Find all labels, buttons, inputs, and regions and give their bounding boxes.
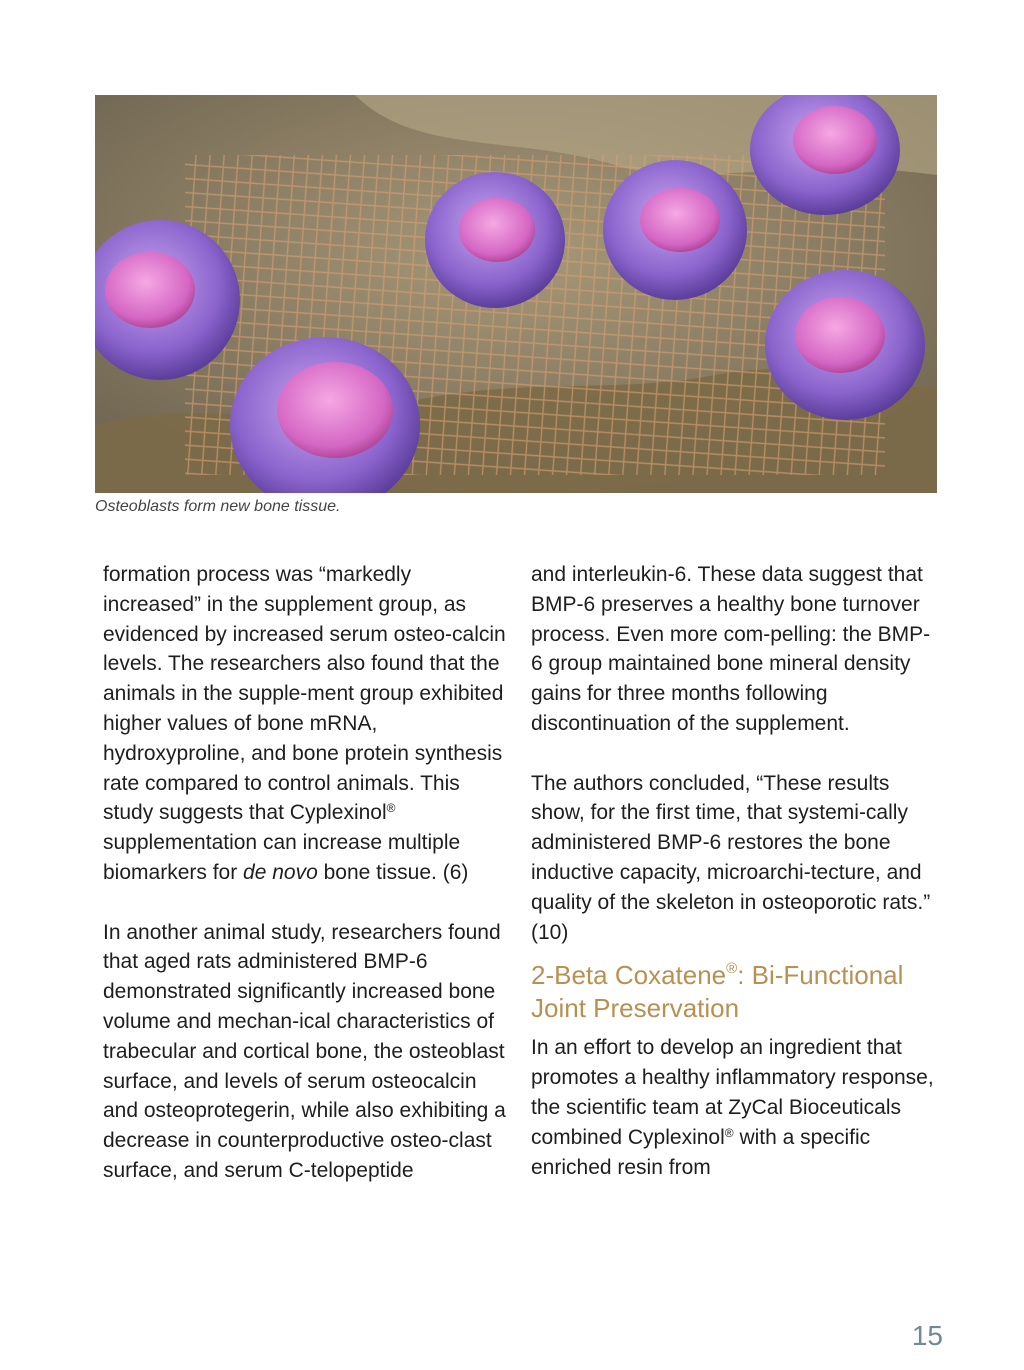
right-column bbox=[531, 560, 941, 1182]
osteoblast-figure bbox=[95, 95, 937, 493]
text-run: supplementation can increase multiple biomarkers for bbox=[103, 831, 461, 884]
italic-term: de novo bbox=[243, 860, 318, 884]
text-run: bone tissue. (6) bbox=[317, 860, 469, 884]
registered-mark: ® bbox=[724, 1125, 734, 1140]
text-run: formation process was “markedly increased” in the supplement group, as evidenced by increased serum osteo-calcin levels. The researchers also found that the animals in the supple-ment group exhibited higher values of bone mRNA, hydroxyproline, and bone protein synthesis rate compared to control animals. This study suggests that Cyplexinol bbox=[103, 563, 506, 825]
text-run: 2-Beta Coxatene bbox=[531, 960, 727, 991]
figure-caption: Osteoblasts form new bone tissue. bbox=[95, 498, 341, 515]
left-paragraph-2: In another animal study, researchers found that aged rats administered BMP-6 demonstrated significantly increased bone volume and mechan-ical characteristics of trabecular and cortical bone, the osteoblast surface, and levels of serum osteocalcin and osteoprotegerin, while also exhibiting a decrease in counterproductive osteo-clast surface, and serum C-telopeptide bbox=[103, 920, 506, 1182]
registered-mark: ® bbox=[726, 960, 738, 978]
page-number: 15 bbox=[911, 1320, 943, 1351]
right-paragraph-2: The authors concluded, “These results show, for the first time, that systemi-cally administered BMP-6 restores the bone inductive capacity, microarchi-tecture, and quality of the skeleton in osteoporotic rats.” (10) bbox=[531, 771, 931, 944]
text-run: : Bi-Functional Joint Preservation bbox=[531, 960, 904, 1024]
registered-mark: ® bbox=[386, 801, 396, 816]
text-run: with a specific enriched resin from bbox=[531, 1125, 871, 1179]
text-run: In an effort to develop an ingredient that promotes a healthy inflammatory response, the scientific team at ZyCal Bioceuticals combined Cyplexinol bbox=[531, 1036, 934, 1149]
right-paragraph-3 bbox=[531, 1033, 941, 1182]
left-paragraph-1 bbox=[103, 560, 513, 888]
osteoblast-cells-image bbox=[95, 95, 937, 493]
section-heading bbox=[531, 959, 941, 1025]
left-column bbox=[103, 560, 513, 1186]
right-paragraph-1: and interleukin-6. These data suggest that BMP-6 preserves a healthy bone turnover process. Even more com-pelling: the BMP-6 group maintained bone mineral density gains for three months following discontinuation of the supplement. bbox=[531, 563, 931, 735]
